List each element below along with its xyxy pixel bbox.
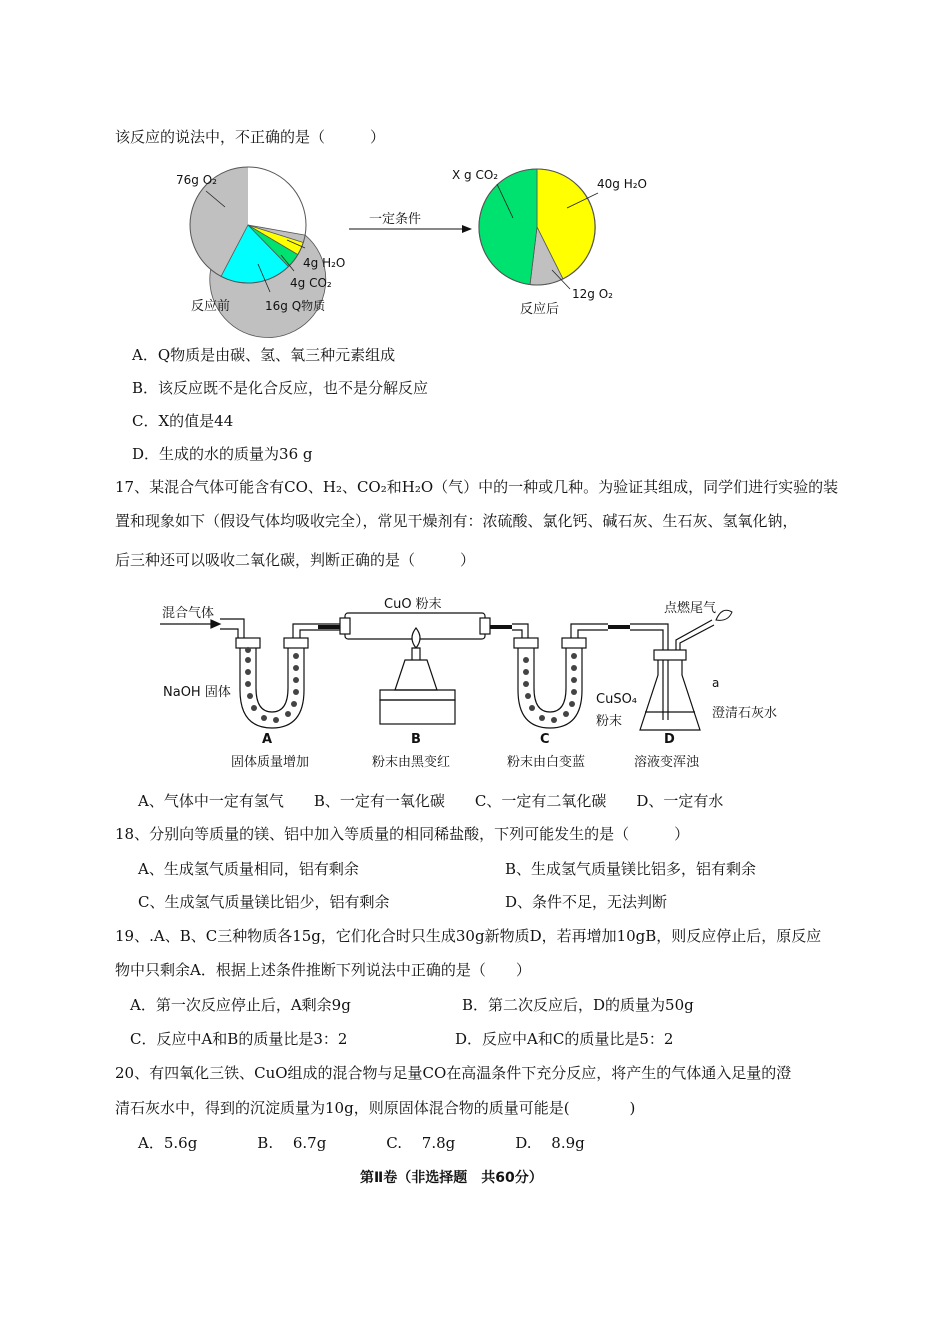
arrow-condition-label: 一定条件 bbox=[369, 212, 422, 227]
q18-option-a: A、生成氢气质量相同，铝有剩余 bbox=[138, 860, 359, 878]
q19-option-c: C．反应中A和B的质量比是3：2 bbox=[130, 1030, 348, 1048]
q18-stem: 18、分别向等质量的镁、铝中加入等质量的相同稀盐酸，下列可能发生的是（ ） bbox=[115, 825, 690, 843]
pie-before-caption: 反应前 bbox=[191, 299, 231, 314]
label-mixed-gas: 混合气体 bbox=[162, 606, 215, 621]
apparatus-d-desc: 溶液变浑浊 bbox=[634, 755, 700, 770]
apparatus-b-desc: 粉末由黑变红 bbox=[372, 755, 451, 770]
q16-option-c: C．X的值是44 bbox=[132, 412, 234, 430]
label-naoh: NaOH 固体 bbox=[163, 685, 231, 700]
q18-option-d: D、条件不足，无法判断 bbox=[505, 893, 668, 911]
q20-options: A．5.6g B. 6.7g C. 7.8g D. 8.9g bbox=[138, 1134, 585, 1152]
apparatus-d-letter: D bbox=[664, 732, 675, 747]
q17-options: A、气体中一定有氢气 B、一定有一氧化碳 C、一定有二氧化碳 D、一定有水 bbox=[138, 792, 724, 810]
pie-before-co2-label: 4g CO₂ bbox=[290, 276, 332, 290]
pie-after-caption: 反应后 bbox=[520, 302, 560, 317]
q20-stem-line2: 清石灰水中，得到的沉淀质量为10g，则原固体混合物的质量可能是( ) bbox=[115, 1099, 636, 1117]
pie-before-h2o-label: 4g H₂O bbox=[303, 256, 346, 270]
pie-after-h2o-label: 40g H₂O bbox=[597, 177, 647, 191]
pie-before-o2-label: 76g O₂ bbox=[176, 173, 217, 187]
q17-stem-line2: 置和现象如下（假设气体均吸收完全），常见干燥剂有：浓硫酸、氯化钙、碱石灰、生石灰、氢氧化钠， bbox=[115, 512, 798, 530]
q18-option-b: B、生成氢气质量镁比铝多，铝有剩余 bbox=[505, 860, 757, 878]
q16-stem-tail: 该反应的说法中，不正确的是（ ） bbox=[115, 128, 386, 146]
q17-stem-line1: 17、某混合气体可能含有CO、H₂、CO₂和H₂O（气）中的一种或几种。为验证其组成，同学们进行实验的装 bbox=[115, 478, 839, 496]
q16-option-a: A．Q物质是由碳、氢、氧三种元素组成 bbox=[132, 346, 396, 364]
pie-before-q-label: 16g Q物质 bbox=[265, 299, 326, 313]
apparatus-a-letter: A bbox=[262, 732, 273, 747]
q18-option-c: C、生成氢气质量镁比铝少，铝有剩余 bbox=[138, 893, 390, 911]
pie-after-co2-label: X g CO₂ bbox=[452, 168, 499, 182]
q20-stem-line1: 20、有四氧化三铁、CuO组成的混合物与足量CO在高温条件下充分反应，将产生的气体通入足量的澄 bbox=[115, 1064, 792, 1082]
q16-option-d: D．生成的水的质量为36 g bbox=[132, 445, 313, 463]
q19-option-a: A．第一次反应停止后，A剩余9g bbox=[130, 996, 351, 1014]
q17-stem-line3: 后三种还可以吸收二氧化碳，判断正确的是（ ） bbox=[115, 551, 476, 569]
label-cuso4: CuSO₄ bbox=[596, 692, 638, 707]
label-limewater: 澄清石灰水 bbox=[712, 706, 778, 721]
q16-option-b: B．该反应既不是化合反应，也不是分解反应 bbox=[132, 379, 429, 397]
apparatus-b-letter: B bbox=[411, 732, 421, 747]
q19-option-b: B．第二次反应后，D的质量为50g bbox=[462, 996, 694, 1014]
label-cuso4-powder: 粉末 bbox=[596, 714, 623, 729]
apparatus-c-desc: 粉末由白变蓝 bbox=[507, 755, 586, 770]
label-cuo-powder: CuO 粉末 bbox=[384, 597, 442, 612]
q19-stem-line1: 19、.A、B、C三种物质各15g，它们化合时只生成30g新物质D，若再增加10gB，则反应停止后，原反应 bbox=[115, 927, 822, 945]
q19-option-d: D．反应中A和C的质量比是5：2 bbox=[455, 1030, 674, 1048]
apparatus-a-desc: 固体质量增加 bbox=[231, 755, 310, 770]
label-burn-tail: 点燃尾气 bbox=[664, 601, 717, 616]
section-title: 第Ⅱ卷（非选择题 共60分） bbox=[360, 1170, 543, 1186]
q19-stem-line2: 物中只剩余A．根据上述条件推断下列说法中正确的是（ ） bbox=[115, 961, 531, 979]
apparatus-c-letter: C bbox=[540, 732, 550, 747]
label-a-tube: a bbox=[712, 676, 720, 690]
pie-after-o2-label: 12g O₂ bbox=[572, 287, 613, 301]
